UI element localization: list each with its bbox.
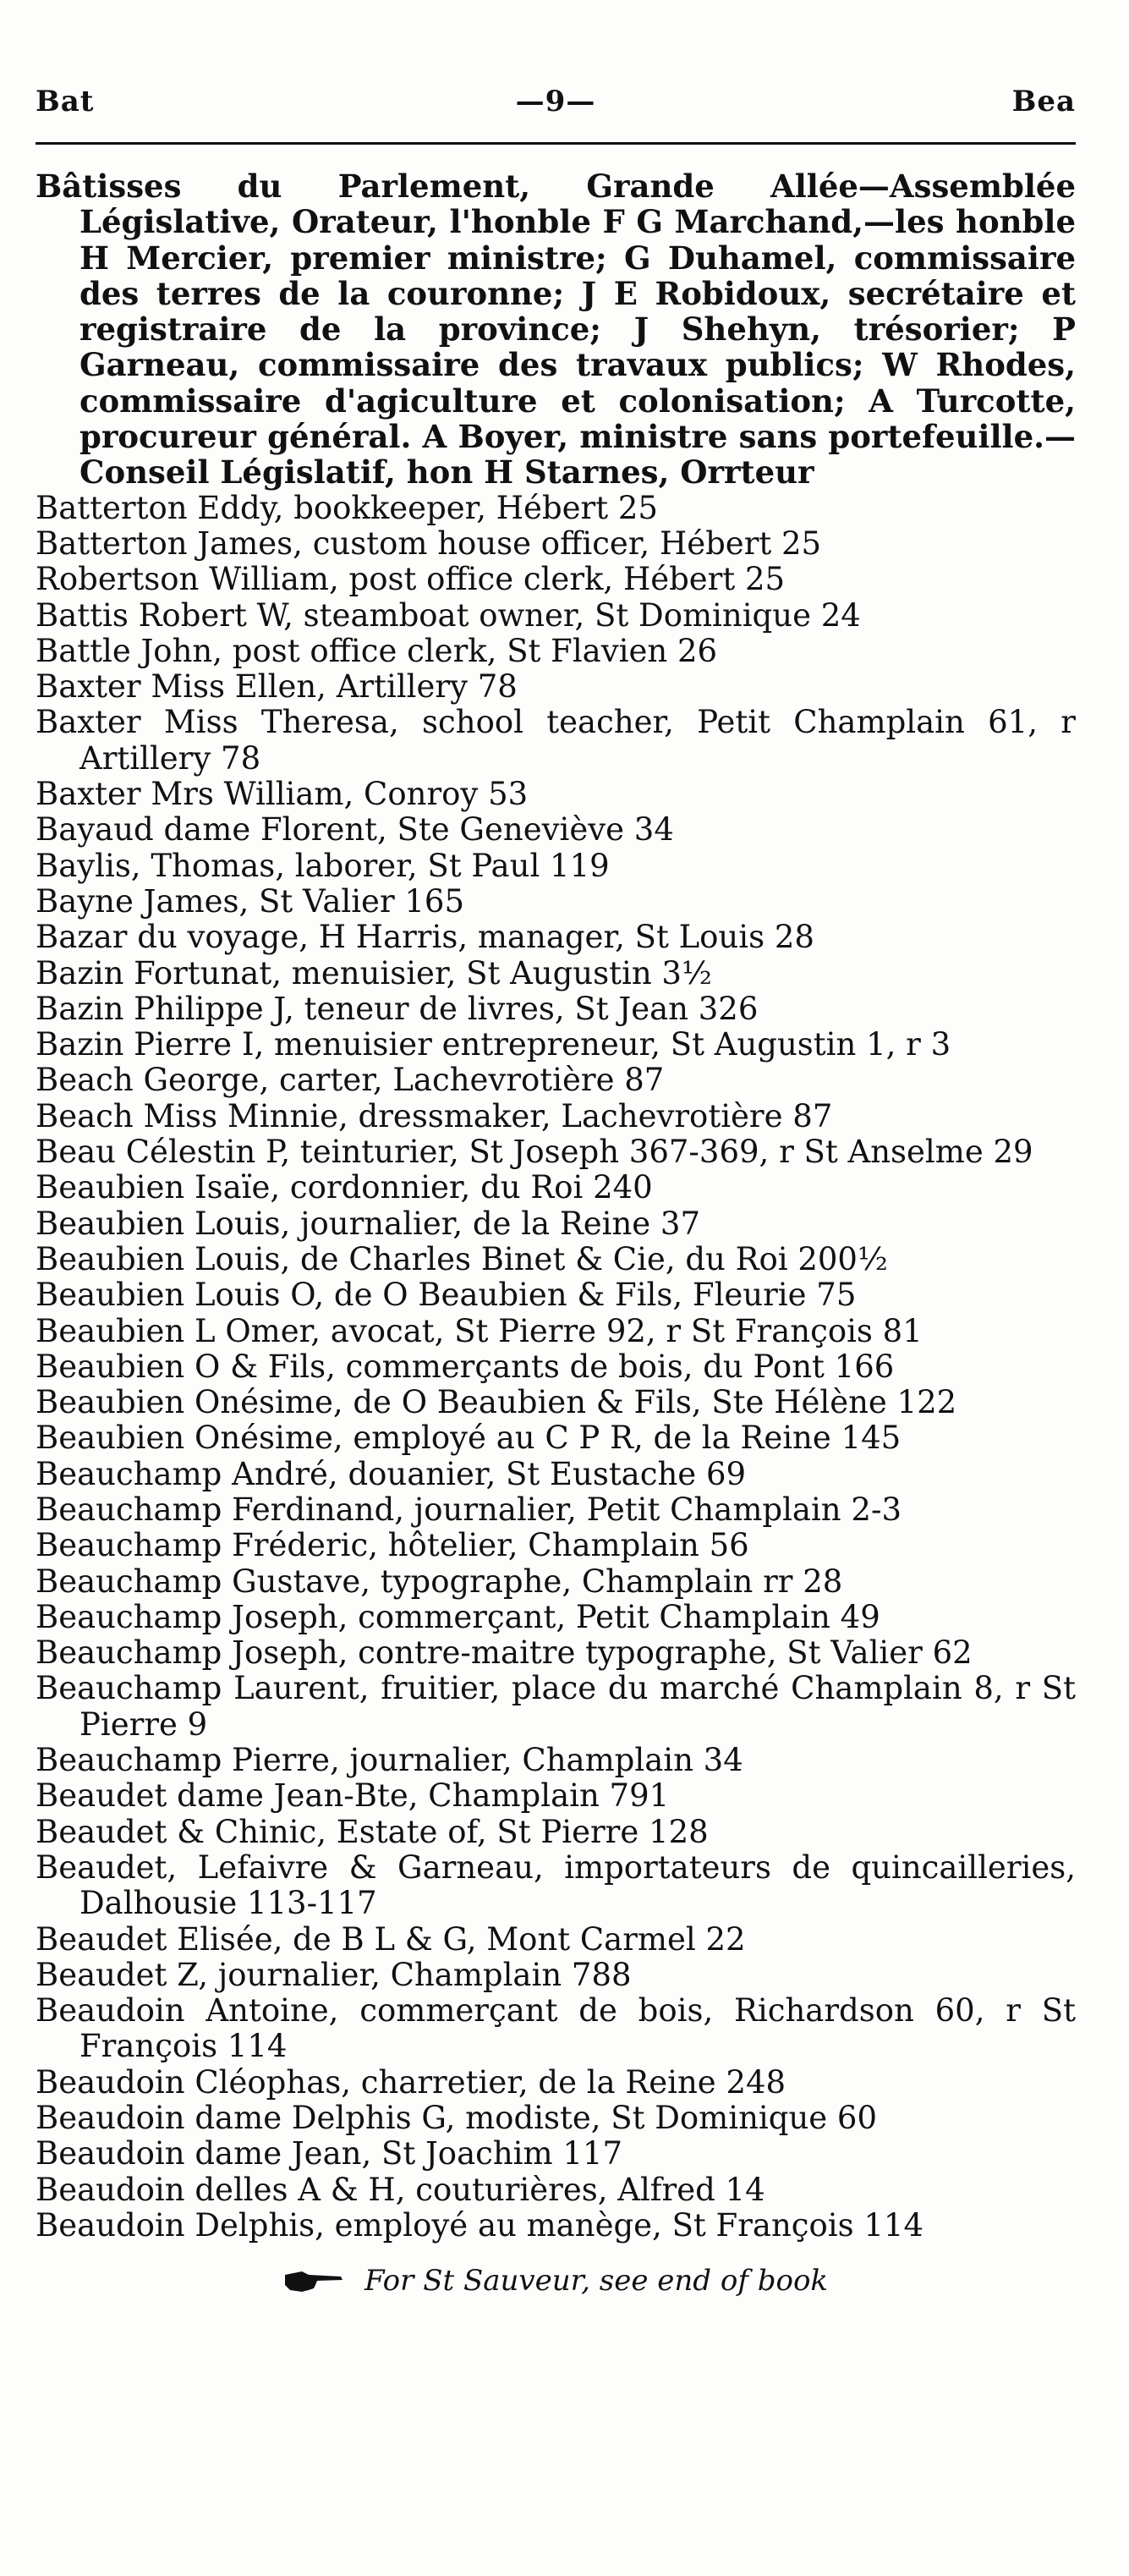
page-footer <box>36 2264 1076 2298</box>
directory-page <box>36 85 1076 2298</box>
directory-entry: Beaudet, Lefaivre & Garneau, importateurs de quincailleries, Dalhousie 113-117 <box>36 1848 1076 1922</box>
directory-entry: Beaudet dame Jean-Bte, Champlain 791 <box>36 1777 670 1815</box>
directory-entry: Beaudoin delles A & H, couturières, Alfred 14 <box>36 2171 765 2208</box>
directory-entry: Batterton James, custom house officer, Hébert 25 <box>36 525 822 562</box>
directory-entry: Baxter Miss Theresa, school teacher, Petit Champlain 61, r Artillery 78 <box>36 704 1076 777</box>
directory-entry: Beau Célestin P, teinturier, St Joseph 367-369, r St Anselme 29 <box>36 1134 1033 1171</box>
directory-entry: Bâtisses du Parlement, Grande Allée—Assemblée Législative, Orateur, l'honble F G Marchand,—les honble H Mercier, premier ministre; G Duhamel, commissaire des terres de la couronne; J E Robidoux, secrétaire et registraire de la province; J Shehyn, trésorier; P Garneau, commissaire des travaux publics; W Rhodes, commissaire d'agiculture et colonisation; A Turcotte, procureur général. A Boyer, ministre sans portefeuille.—Conseil Législatif, hon H Starnes, Orrteur <box>36 168 1076 492</box>
directory-entry: Beaubien O & Fils, commerçants de bois, du Pont 166 <box>36 1348 895 1385</box>
directory-entry: Beaudoin Delphis, employé au manège, St François 114 <box>36 2206 924 2244</box>
directory-entry: Bazin Philippe J, teneur de livres, St Jean 326 <box>36 990 759 1027</box>
footer-note: For St Sauveur, see end of book <box>364 2264 829 2299</box>
directory-entry: Beauchamp Ferdinand, journalier, Petit Champlain 2-3 <box>36 1491 902 1528</box>
directory-entry: Bayaud dame Florent, Ste Geneviève 34 <box>36 811 674 849</box>
directory-entry: Beauchamp Joseph, commerçant, Petit Champlain 49 <box>36 1598 880 1635</box>
directory-entry: Beaubien Isaïe, cordonnier, du Roi 240 <box>36 1169 653 1206</box>
header-left: Bat <box>36 85 95 118</box>
directory-entry: Baxter Miss Ellen, Artillery 78 <box>36 668 518 706</box>
directory-entry: Bazar du voyage, H Harris, manager, St Louis 28 <box>36 919 814 956</box>
page-header <box>36 85 1076 135</box>
directory-entry: Beaubien Louis, de Charles Binet & Cie, du Roi 200½ <box>36 1240 888 1277</box>
directory-entry: Beauchamp Laurent, fruitier, place du marché Champlain 8, r St Pierre 9 <box>36 1670 1076 1743</box>
directory-entry: Beaubien Onésime, de O Beaubien & Fils, Ste Hélène 122 <box>36 1384 957 1421</box>
directory-entry: Beaubien Louis, journalier, de la Reine 37 <box>36 1205 701 1242</box>
directory-entry: Bazin Fortunat, menuisier, St Augustin 3½ <box>36 954 712 991</box>
directory-entry: Beauchamp Pierre, journalier, Champlain 34 <box>36 1742 743 1779</box>
directory-entry: Beaudet & Chinic, Estate of, St Pierre 128 <box>36 1813 709 1850</box>
directory-entry: Beaudoin dame Jean, St Joachim 117 <box>36 2135 622 2172</box>
directory-entry: Beaudet Z, journalier, Champlain 788 <box>36 1956 632 1993</box>
directory-entry: Bayne James, St Valier 165 <box>36 882 465 920</box>
directory-entry: Beaubien Onésime, employé au C P R, de la Reine 145 <box>36 1420 902 1457</box>
directory-entry: Baxter Mrs William, Conroy 53 <box>36 776 529 813</box>
header-right: Bea <box>1011 85 1076 118</box>
directory-entry: Beaudet Elisée, de B L & G, Mont Carmel 22 <box>36 1920 746 1958</box>
directory-entry: Robertson William, post office clerk, Hébert 25 <box>36 561 786 598</box>
directory-entry: Beauchamp Gustave, typographe, Champlain rr 28 <box>36 1563 843 1600</box>
directory-entry: Beaudoin Antoine, commerçant de bois, Richardson 60, r St François 114 <box>36 1992 1076 2065</box>
directory-entry: Beaudoin Cléophas, charretier, de la Reine 248 <box>36 2063 786 2101</box>
directory-entry: Beach Miss Minnie, dressmaker, Lachevrotière 87 <box>36 1097 833 1134</box>
header-rule <box>36 142 1076 145</box>
directory-entry: Beaudoin dame Delphis G, modiste, St Dominique 60 <box>36 2100 878 2137</box>
directory-entry: Beauchamp Joseph, contre-maitre typographe, St Valier 62 <box>36 1634 973 1672</box>
entry-list <box>36 168 1076 2244</box>
directory-entry: Beauchamp Fréderic, hôtelier, Champlain 56 <box>36 1527 749 1564</box>
directory-entry: Batterton Eddy, bookkeeper, Hébert 25 <box>36 489 658 526</box>
directory-entry: Beach George, carter, Lachevrotière 87 <box>36 1062 665 1099</box>
directory-entry: Beaubien Louis O, de O Beaubien & Fils, Fleurie 75 <box>36 1277 857 1314</box>
directory-entry: Beaubien L Omer, avocat, St Pierre 92, r St François 81 <box>36 1312 923 1349</box>
directory-entry: Baylis, Thomas, laborer, St Paul 119 <box>36 847 610 884</box>
directory-entry: Beauchamp André, douanier, St Eustache 69 <box>36 1455 747 1492</box>
pointing-hand-icon <box>283 2266 344 2295</box>
directory-entry: Battle John, post office clerk, St Flavien 26 <box>36 632 718 669</box>
directory-entry: Battis Robert W, steamboat owner, St Dominique 24 <box>36 596 861 634</box>
page-number: —9— <box>515 85 596 118</box>
directory-entry: Bazin Pierre I, menuisier entrepreneur, St Augustin 1, r 3 <box>36 1026 951 1063</box>
